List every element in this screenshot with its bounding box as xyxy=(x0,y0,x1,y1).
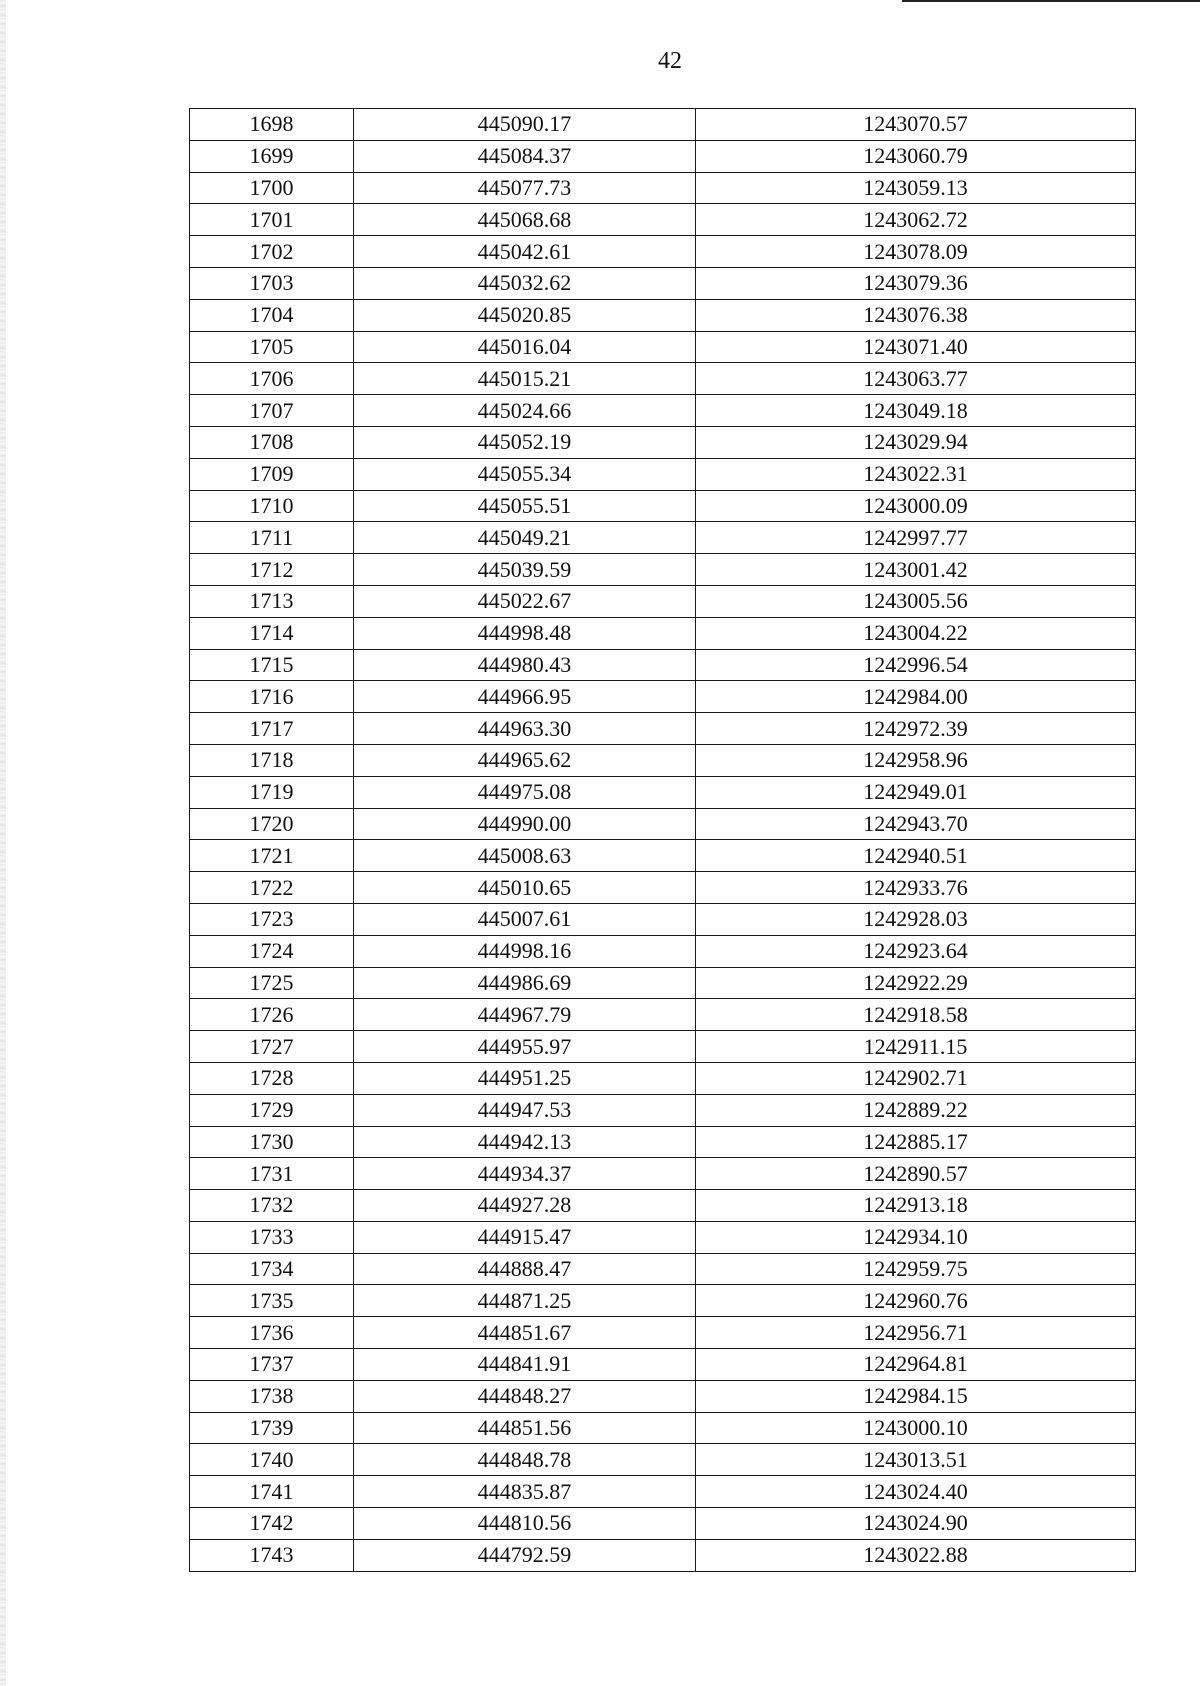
table-row xyxy=(190,204,1136,236)
point-number-cell: 1734 xyxy=(190,1253,354,1285)
point-number-cell: 1740 xyxy=(190,1444,354,1476)
y-coordinate-cell: 1243013.51 xyxy=(696,1444,1136,1476)
x-coordinate-cell: 445052.19 xyxy=(354,426,696,458)
table-row xyxy=(190,1221,1136,1253)
table-row xyxy=(190,458,1136,490)
point-number-cell: 1729 xyxy=(190,1094,354,1126)
table-row xyxy=(190,1317,1136,1349)
y-coordinate-cell: 1242959.75 xyxy=(696,1253,1136,1285)
x-coordinate-cell: 445010.65 xyxy=(354,872,696,904)
point-number-cell: 1698 xyxy=(190,109,354,141)
table-row xyxy=(190,1126,1136,1158)
x-coordinate-cell: 445055.51 xyxy=(354,490,696,522)
coordinate-table-body xyxy=(190,109,1136,1572)
table-row xyxy=(190,426,1136,458)
table-row xyxy=(190,267,1136,299)
point-number-cell: 1730 xyxy=(190,1126,354,1158)
y-coordinate-cell: 1243059.13 xyxy=(696,172,1136,204)
point-number-cell: 1733 xyxy=(190,1221,354,1253)
table-row xyxy=(190,299,1136,331)
y-coordinate-cell: 1242928.03 xyxy=(696,903,1136,935)
table-row xyxy=(190,967,1136,999)
table-row xyxy=(190,776,1136,808)
y-coordinate-cell: 1243071.40 xyxy=(696,331,1136,363)
y-coordinate-cell: 1242943.70 xyxy=(696,808,1136,840)
y-coordinate-cell: 1242934.10 xyxy=(696,1221,1136,1253)
x-coordinate-cell: 444980.43 xyxy=(354,649,696,681)
x-coordinate-cell: 445039.59 xyxy=(354,554,696,586)
point-number-cell: 1721 xyxy=(190,840,354,872)
y-coordinate-cell: 1243076.38 xyxy=(696,299,1136,331)
point-number-cell: 1706 xyxy=(190,363,354,395)
x-coordinate-cell: 444947.53 xyxy=(354,1094,696,1126)
x-coordinate-cell: 444966.95 xyxy=(354,681,696,713)
point-number-cell: 1737 xyxy=(190,1349,354,1381)
table-row xyxy=(190,1031,1136,1063)
point-number-cell: 1724 xyxy=(190,935,354,967)
y-coordinate-cell: 1243060.79 xyxy=(696,140,1136,172)
y-coordinate-cell: 1243070.57 xyxy=(696,109,1136,141)
x-coordinate-cell: 444998.16 xyxy=(354,935,696,967)
x-coordinate-cell: 444986.69 xyxy=(354,967,696,999)
y-coordinate-cell: 1242956.71 xyxy=(696,1317,1136,1349)
x-coordinate-cell: 444915.47 xyxy=(354,1221,696,1253)
x-coordinate-cell: 444963.30 xyxy=(354,713,696,745)
x-coordinate-cell: 445055.34 xyxy=(354,458,696,490)
y-coordinate-cell: 1242918.58 xyxy=(696,999,1136,1031)
x-coordinate-cell: 444967.79 xyxy=(354,999,696,1031)
x-coordinate-cell: 444942.13 xyxy=(354,1126,696,1158)
table-row xyxy=(190,744,1136,776)
y-coordinate-cell: 1242997.77 xyxy=(696,522,1136,554)
point-number-cell: 1702 xyxy=(190,236,354,268)
table-row xyxy=(190,649,1136,681)
x-coordinate-cell: 444848.78 xyxy=(354,1444,696,1476)
coordinate-table xyxy=(189,108,1136,1572)
x-coordinate-cell: 444810.56 xyxy=(354,1508,696,1540)
coordinate-table-wrapper xyxy=(189,108,1135,1572)
point-number-cell: 1720 xyxy=(190,808,354,840)
x-coordinate-cell: 444927.28 xyxy=(354,1190,696,1222)
x-coordinate-cell: 444990.00 xyxy=(354,808,696,840)
point-number-cell: 1713 xyxy=(190,585,354,617)
x-coordinate-cell: 444955.97 xyxy=(354,1031,696,1063)
y-coordinate-cell: 1242923.64 xyxy=(696,935,1136,967)
point-number-cell: 1726 xyxy=(190,999,354,1031)
point-number-cell: 1742 xyxy=(190,1508,354,1540)
x-coordinate-cell: 445068.68 xyxy=(354,204,696,236)
y-coordinate-cell: 1243024.40 xyxy=(696,1476,1136,1508)
table-row xyxy=(190,1158,1136,1190)
table-row xyxy=(190,1285,1136,1317)
table-row xyxy=(190,1190,1136,1222)
y-coordinate-cell: 1243079.36 xyxy=(696,267,1136,299)
table-row xyxy=(190,999,1136,1031)
point-number-cell: 1722 xyxy=(190,872,354,904)
table-row xyxy=(190,1253,1136,1285)
point-number-cell: 1718 xyxy=(190,744,354,776)
y-coordinate-cell: 1243062.72 xyxy=(696,204,1136,236)
top-rule xyxy=(902,0,1200,2)
table-row xyxy=(190,1412,1136,1444)
point-number-cell: 1719 xyxy=(190,776,354,808)
table-row xyxy=(190,554,1136,586)
x-coordinate-cell: 444851.67 xyxy=(354,1317,696,1349)
table-row xyxy=(190,1380,1136,1412)
table-row xyxy=(190,522,1136,554)
point-number-cell: 1738 xyxy=(190,1380,354,1412)
point-number-cell: 1739 xyxy=(190,1412,354,1444)
x-coordinate-cell: 444965.62 xyxy=(354,744,696,776)
page-number: 42 xyxy=(658,48,682,74)
x-coordinate-cell: 444998.48 xyxy=(354,617,696,649)
point-number-cell: 1723 xyxy=(190,903,354,935)
x-coordinate-cell: 445077.73 xyxy=(354,172,696,204)
point-number-cell: 1728 xyxy=(190,1062,354,1094)
y-coordinate-cell: 1243049.18 xyxy=(696,395,1136,427)
y-coordinate-cell: 1243004.22 xyxy=(696,617,1136,649)
x-coordinate-cell: 444841.91 xyxy=(354,1349,696,1381)
table-row xyxy=(190,1539,1136,1571)
point-number-cell: 1700 xyxy=(190,172,354,204)
table-row xyxy=(190,585,1136,617)
y-coordinate-cell: 1243024.90 xyxy=(696,1508,1136,1540)
table-row xyxy=(190,903,1136,935)
x-coordinate-cell: 445032.62 xyxy=(354,267,696,299)
table-row xyxy=(190,1444,1136,1476)
table-row xyxy=(190,236,1136,268)
x-coordinate-cell: 444934.37 xyxy=(354,1158,696,1190)
y-coordinate-cell: 1242940.51 xyxy=(696,840,1136,872)
point-number-cell: 1743 xyxy=(190,1539,354,1571)
point-number-cell: 1711 xyxy=(190,522,354,554)
table-row xyxy=(190,617,1136,649)
point-number-cell: 1704 xyxy=(190,299,354,331)
table-row xyxy=(190,840,1136,872)
x-coordinate-cell: 445008.63 xyxy=(354,840,696,872)
y-coordinate-cell: 1242902.71 xyxy=(696,1062,1136,1094)
table-row xyxy=(190,109,1136,141)
point-number-cell: 1736 xyxy=(190,1317,354,1349)
table-row xyxy=(190,1094,1136,1126)
point-number-cell: 1709 xyxy=(190,458,354,490)
point-number-cell: 1699 xyxy=(190,140,354,172)
y-coordinate-cell: 1242885.17 xyxy=(696,1126,1136,1158)
y-coordinate-cell: 1242889.22 xyxy=(696,1094,1136,1126)
table-row xyxy=(190,713,1136,745)
point-number-cell: 1725 xyxy=(190,967,354,999)
table-row xyxy=(190,808,1136,840)
x-coordinate-cell: 445015.21 xyxy=(354,363,696,395)
y-coordinate-cell: 1243000.10 xyxy=(696,1412,1136,1444)
y-coordinate-cell: 1242984.00 xyxy=(696,681,1136,713)
y-coordinate-cell: 1243005.56 xyxy=(696,585,1136,617)
x-coordinate-cell: 444975.08 xyxy=(354,776,696,808)
y-coordinate-cell: 1242958.96 xyxy=(696,744,1136,776)
x-coordinate-cell: 445022.67 xyxy=(354,585,696,617)
y-coordinate-cell: 1242996.54 xyxy=(696,649,1136,681)
scan-edge xyxy=(0,0,6,1686)
point-number-cell: 1727 xyxy=(190,1031,354,1063)
point-number-cell: 1708 xyxy=(190,426,354,458)
y-coordinate-cell: 1243022.31 xyxy=(696,458,1136,490)
point-number-cell: 1717 xyxy=(190,713,354,745)
point-number-cell: 1710 xyxy=(190,490,354,522)
table-row xyxy=(190,872,1136,904)
table-row xyxy=(190,1508,1136,1540)
table-row xyxy=(190,331,1136,363)
table-row xyxy=(190,1349,1136,1381)
point-number-cell: 1731 xyxy=(190,1158,354,1190)
x-coordinate-cell: 445020.85 xyxy=(354,299,696,331)
y-coordinate-cell: 1242972.39 xyxy=(696,713,1136,745)
y-coordinate-cell: 1243022.88 xyxy=(696,1539,1136,1571)
y-coordinate-cell: 1242960.76 xyxy=(696,1285,1136,1317)
y-coordinate-cell: 1243029.94 xyxy=(696,426,1136,458)
x-coordinate-cell: 445049.21 xyxy=(354,522,696,554)
y-coordinate-cell: 1242984.15 xyxy=(696,1380,1136,1412)
table-row xyxy=(190,490,1136,522)
point-number-cell: 1703 xyxy=(190,267,354,299)
y-coordinate-cell: 1243000.09 xyxy=(696,490,1136,522)
x-coordinate-cell: 445016.04 xyxy=(354,331,696,363)
point-number-cell: 1714 xyxy=(190,617,354,649)
x-coordinate-cell: 444848.27 xyxy=(354,1380,696,1412)
y-coordinate-cell: 1242913.18 xyxy=(696,1190,1136,1222)
x-coordinate-cell: 444888.47 xyxy=(354,1253,696,1285)
x-coordinate-cell: 444951.25 xyxy=(354,1062,696,1094)
table-row xyxy=(190,935,1136,967)
y-coordinate-cell: 1242922.29 xyxy=(696,967,1136,999)
table-row xyxy=(190,681,1136,713)
x-coordinate-cell: 445084.37 xyxy=(354,140,696,172)
point-number-cell: 1707 xyxy=(190,395,354,427)
table-row xyxy=(190,1062,1136,1094)
point-number-cell: 1705 xyxy=(190,331,354,363)
x-coordinate-cell: 445090.17 xyxy=(354,109,696,141)
y-coordinate-cell: 1242949.01 xyxy=(696,776,1136,808)
x-coordinate-cell: 444835.87 xyxy=(354,1476,696,1508)
point-number-cell: 1715 xyxy=(190,649,354,681)
y-coordinate-cell: 1242964.81 xyxy=(696,1349,1136,1381)
table-row xyxy=(190,172,1136,204)
point-number-cell: 1732 xyxy=(190,1190,354,1222)
x-coordinate-cell: 445042.61 xyxy=(354,236,696,268)
table-row xyxy=(190,1476,1136,1508)
y-coordinate-cell: 1242911.15 xyxy=(696,1031,1136,1063)
x-coordinate-cell: 444871.25 xyxy=(354,1285,696,1317)
point-number-cell: 1712 xyxy=(190,554,354,586)
x-coordinate-cell: 445024.66 xyxy=(354,395,696,427)
x-coordinate-cell: 444851.56 xyxy=(354,1412,696,1444)
y-coordinate-cell: 1242933.76 xyxy=(696,872,1136,904)
y-coordinate-cell: 1242890.57 xyxy=(696,1158,1136,1190)
point-number-cell: 1741 xyxy=(190,1476,354,1508)
y-coordinate-cell: 1243078.09 xyxy=(696,236,1136,268)
y-coordinate-cell: 1243063.77 xyxy=(696,363,1136,395)
table-row xyxy=(190,140,1136,172)
x-coordinate-cell: 444792.59 xyxy=(354,1539,696,1571)
point-number-cell: 1735 xyxy=(190,1285,354,1317)
point-number-cell: 1716 xyxy=(190,681,354,713)
x-coordinate-cell: 445007.61 xyxy=(354,903,696,935)
table-row xyxy=(190,395,1136,427)
table-row xyxy=(190,363,1136,395)
y-coordinate-cell: 1243001.42 xyxy=(696,554,1136,586)
point-number-cell: 1701 xyxy=(190,204,354,236)
